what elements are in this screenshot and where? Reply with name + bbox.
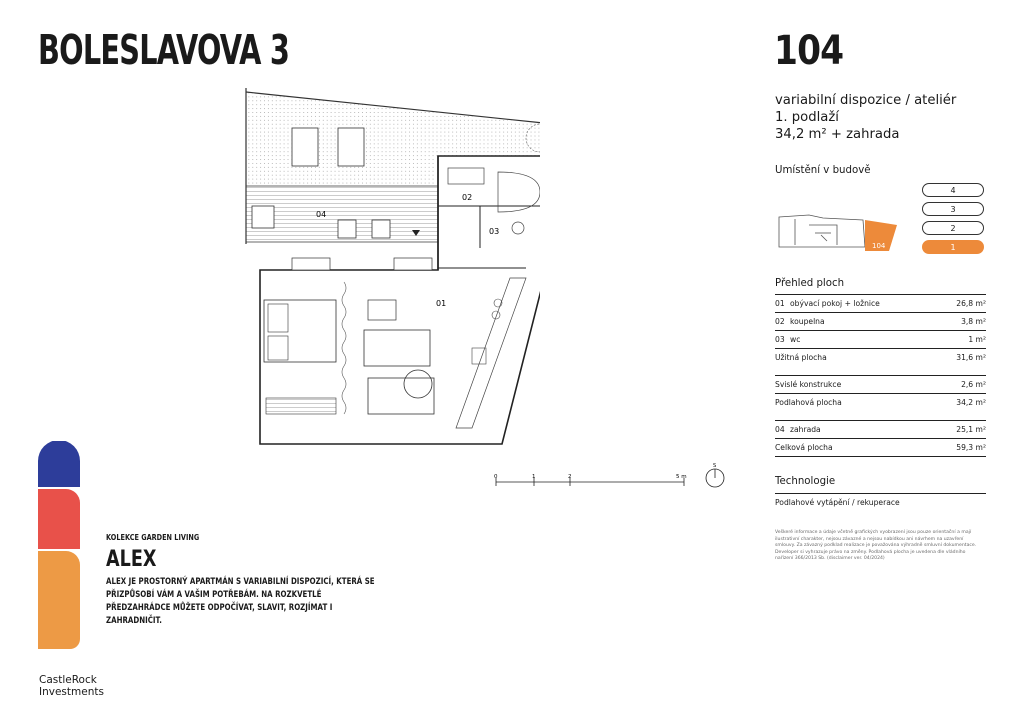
decorative-brand-shapes [38, 441, 82, 653]
page-title: BOLESLAVOVA 3 [38, 26, 290, 74]
floor-button-2[interactable]: 2 [922, 221, 984, 235]
unit-number: 104 [774, 28, 844, 74]
minimap-unit-label: 104 [872, 242, 886, 250]
scale-bar [490, 462, 730, 492]
room-label-02: 02 [462, 193, 473, 202]
unit-area: 34,2 m² + zahrada [775, 127, 900, 142]
unit-type: variabilní dispozice / ateliér [775, 93, 957, 108]
area-row: 03 wc 1 m² [775, 330, 986, 348]
area-row: 02 koupelna 3,8 m² [775, 312, 986, 330]
room-label-01: 01 [436, 299, 447, 308]
unit-info [775, 92, 956, 143]
disclaimer: Veškeré informace a údaje včetně grafických vyobrazení jsou pouze orientační a mají ilustrativní charakter, nejsou závazné a nejsou nabídkou ani návrhem na uzavření smlouvy. Za závazný podklad realizace je považována výhradně smluvní dokumentace. Developer si vyhrazuje právo na změny. Podlahová plocha je uvedena dle vládního nařízení 366/2013 Sb. (disclaimer ver. 04/2024) [775, 530, 977, 561]
shape-orange [38, 551, 80, 649]
brand-line2: Investments [39, 685, 104, 698]
areas-heading: Přehled ploch [775, 278, 845, 289]
area-row: Svislé konstrukce 2,6 m² [775, 375, 986, 393]
unit-floor: 1. podlaží [775, 110, 839, 125]
area-row: 01 obývací pokoj + ložnice 26,8 m² [775, 294, 986, 312]
area-row-total: Celková plocha 59,3 m² [775, 438, 986, 457]
brand-line1: CastleRock [39, 674, 97, 686]
technology-heading: Technologie [775, 476, 836, 487]
scale-tick: 1 [532, 474, 536, 480]
scale-tick: 0 [494, 474, 498, 480]
room-label-03: 03 [489, 227, 500, 236]
technology-value: Podlahové vytápění / rekuperace [775, 493, 986, 507]
area-row-total: Podlahová plocha 34,2 m² [775, 393, 986, 411]
scale-tick: 2 [568, 474, 572, 480]
north-label: S [713, 463, 717, 469]
area-row: 04 zahrada 25,1 m² [775, 420, 986, 438]
collection-name: ALEX [106, 547, 157, 572]
collection-description: ALEX JE PROSTORNÝ APARTMÁN S VARIABILNÍ DISPOZICÍ, KTERÁ SE PŘIZPŮSOBÍ VÁM A VAŠIM POTŘEBÁM. NA ROZKVETLÉ PŘEDZAHRÁDCE MŮŽETE ODPOČÍVAT, SLAVIT, ROZJÍMAT I ZAHRADNIČIT. [106, 577, 375, 626]
area-row-total: Užitná plocha 31,6 m² [775, 348, 986, 366]
scale-tick: 5 m [676, 474, 687, 480]
north-compass-icon [706, 463, 724, 487]
shape-red [38, 489, 80, 549]
room-label-04: 04 [316, 210, 327, 219]
floor-plan [240, 88, 540, 448]
floor-button-4[interactable]: 4 [922, 183, 984, 197]
floor-button-1[interactable]: 1 [922, 240, 984, 254]
location-heading: Umístění v budově [775, 165, 871, 176]
floor-button-3[interactable]: 3 [922, 202, 984, 216]
collection-label: KOLEKCE GARDEN LIVING [106, 533, 200, 542]
building-minimap [775, 205, 900, 255]
areas-table [775, 294, 986, 457]
brand-logo [39, 675, 104, 698]
shape-blue [38, 441, 80, 487]
